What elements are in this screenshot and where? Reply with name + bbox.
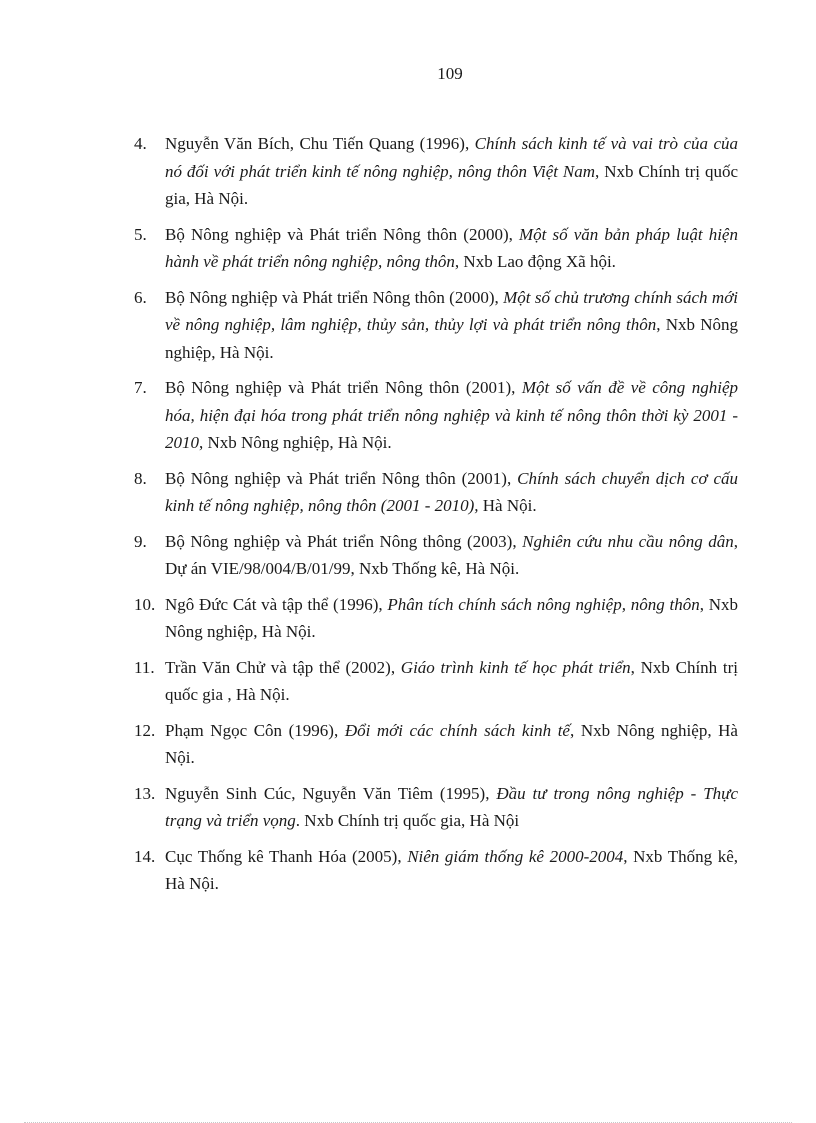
reference-text bbox=[165, 221, 738, 276]
reference-item bbox=[134, 591, 738, 646]
reference-publisher: , Nxb Nông nghiệp, Hà Nội. bbox=[165, 594, 739, 641]
reference-title: Chính sách chuyển dịch cơ cấu kinh tế nông nghiệp, nông thôn (2001 - 2010), bbox=[165, 468, 738, 515]
reference-publisher: . Nxb Chính trị quốc gia, Hà Nội bbox=[295, 811, 520, 830]
reference-title: Giáo trình kinh tế học phát triển bbox=[400, 657, 631, 677]
reference-authors: Cục Thống kê Thanh Hóa (2005), bbox=[165, 846, 408, 866]
reference-authors: Bộ Nông nghiệp và Phát triển Nông thôn (2001), bbox=[165, 468, 518, 488]
reference-title: Nghiên cứu nhu cầu nông dân bbox=[522, 531, 734, 551]
reference-title: Một số chủ trương chính sách mới về nông nghiệp, lâm nghiệp, thủy sản, thủy lợi và phát triển nông thôn bbox=[165, 287, 738, 334]
reference-text bbox=[165, 528, 738, 583]
reference-text bbox=[165, 843, 738, 898]
reference-item bbox=[134, 465, 738, 520]
reference-number: 12. bbox=[134, 720, 156, 740]
reference-text bbox=[165, 130, 738, 213]
reference-authors: Nguyễn Văn Bích, Chu Tiến Quang (1996), bbox=[165, 134, 475, 153]
reference-authors: Ngô Đức Cát và tập thể (1996), bbox=[165, 594, 388, 614]
reference-number: 13. bbox=[134, 783, 156, 803]
reference-authors: Nguyễn Sinh Cúc, Nguyễn Văn Tiêm (1995), bbox=[165, 783, 497, 803]
reference-publisher: Hà Nội. bbox=[478, 496, 537, 515]
reference-item bbox=[134, 374, 738, 457]
reference-list bbox=[134, 130, 738, 906]
reference-item bbox=[134, 654, 738, 709]
reference-publisher: , Nxb Nông nghiệp, Hà Nội. bbox=[199, 433, 392, 452]
reference-number: 7. bbox=[134, 378, 147, 397]
reference-title: Niên giám thống kê 2000-2004 bbox=[407, 846, 624, 866]
reference-title: Chính sách kinh tế và vai trò của của nó đối với phát triển kinh tế nông nghiệp, nông thôn Việt Nam bbox=[165, 134, 738, 181]
page-number: 109 bbox=[437, 64, 463, 83]
reference-authors: Trần Văn Chử và tập thể (2002), bbox=[165, 657, 401, 677]
reference-item bbox=[134, 221, 738, 276]
reference-authors: Phạm Ngọc Côn (1996), bbox=[165, 720, 345, 740]
reference-item bbox=[134, 717, 738, 772]
reference-text bbox=[165, 591, 738, 646]
reference-text bbox=[165, 717, 738, 772]
reference-title: Phân tích chính sách nông nghiệp, nông thôn bbox=[387, 594, 700, 614]
reference-item bbox=[134, 843, 738, 898]
reference-number: 9. bbox=[134, 531, 147, 551]
reference-text bbox=[165, 465, 738, 520]
reference-title: Một số văn bản pháp luật hiện hành về phát triển nông nghiệp, nông thôn bbox=[165, 224, 738, 271]
reference-item bbox=[134, 780, 738, 835]
reference-item bbox=[134, 284, 738, 367]
reference-publisher: , Nxb Nông nghiệp, Hà Nội. bbox=[165, 720, 738, 767]
reference-publisher: , Nxb Nông nghiệp, Hà Nội. bbox=[165, 315, 738, 362]
reference-text bbox=[165, 284, 738, 367]
reference-item bbox=[134, 130, 738, 213]
reference-authors: Bộ Nông nghiệp và Phát triển Nông thông (2003), bbox=[165, 531, 523, 551]
reference-publisher: , Nxb Thống kê, Hà Nội. bbox=[165, 846, 738, 893]
reference-title: Một số vấn đề về công nghiệp hóa, hiện đại hóa trong phát triển nông nghiệp và kinh tế nông thôn thời kỳ 2001 - 2010 bbox=[165, 378, 738, 452]
reference-title: Đầu tư trong nông nghiệp - Thực trạng và triển vọng bbox=[165, 783, 739, 830]
reference-authors: Bộ Nông nghiệp và Phát triển Nông thôn (2001), bbox=[165, 378, 522, 397]
reference-publisher: , Nxb Lao động Xã hội. bbox=[454, 252, 616, 271]
reference-authors: Bộ Nông nghiệp và Phát triển Nông thôn (2000), bbox=[165, 224, 519, 244]
reference-title: Đổi mới các chính sách kinh tế bbox=[344, 720, 570, 740]
reference-item bbox=[134, 528, 738, 583]
reference-text bbox=[165, 374, 738, 457]
reference-publisher: , Nxb Chính trị quốc gia, Hà Nội. bbox=[165, 161, 738, 208]
reference-text bbox=[165, 780, 738, 835]
reference-number: 10. bbox=[134, 594, 156, 614]
reference-text bbox=[165, 654, 738, 709]
reference-number: 11. bbox=[134, 657, 155, 677]
reference-number: 5. bbox=[134, 224, 147, 244]
reference-number: 14. bbox=[134, 846, 156, 866]
reference-number: 8. bbox=[134, 468, 147, 488]
reference-number: 4. bbox=[134, 134, 147, 153]
reference-publisher: , Nxb Chính trị quốc gia , Hà Nội. bbox=[165, 657, 738, 704]
reference-number: 6. bbox=[134, 287, 147, 307]
reference-publisher: , Dự án VIE/98/004/B/01/99, Nxb Thống kê, Hà Nội. bbox=[165, 531, 738, 578]
reference-authors: Bộ Nông nghiệp và Phát triển Nông thôn (2000), bbox=[165, 287, 504, 307]
